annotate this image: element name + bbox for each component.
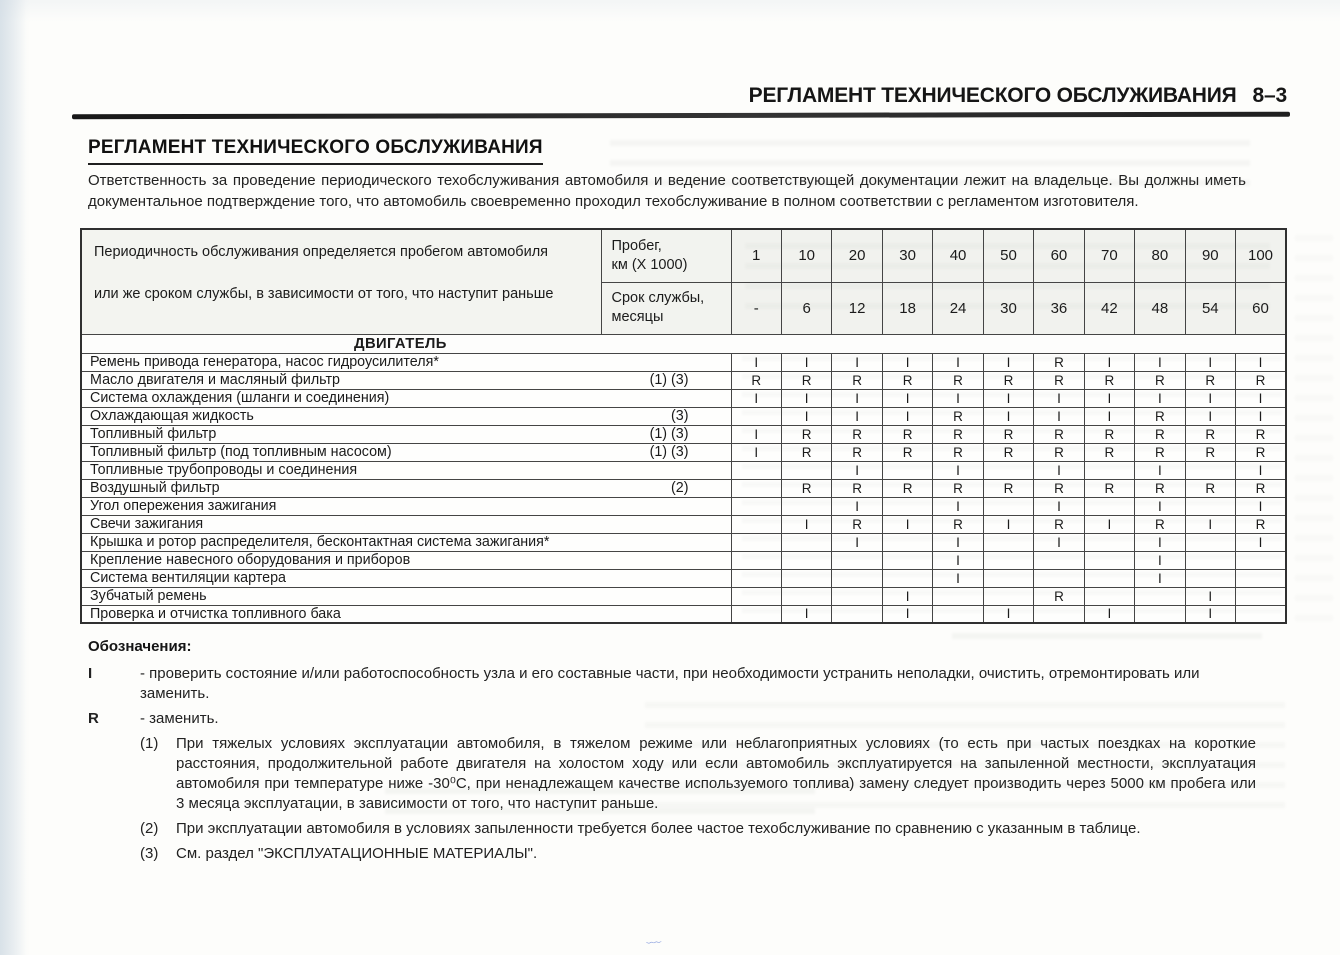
scan-bleed-artifact: [1295, 235, 1333, 625]
service-item-cell: [81, 551, 731, 569]
service-item-cell: [81, 605, 731, 623]
table-row: [81, 389, 1286, 407]
service-item-cell: [81, 479, 731, 497]
mileage-value-cell: 10: [781, 229, 831, 282]
service-mark-cell: I: [1135, 353, 1185, 371]
service-item-label: Свечи зажигания: [90, 516, 204, 532]
mileage-value-cell: 70: [1084, 229, 1134, 282]
service-mark-cell: R: [1034, 425, 1084, 443]
service-mark-cell: R: [1034, 353, 1084, 371]
intro-paragraph: Ответственность за проведение периодического техобслуживания автомобиля и ведение соответствующей документации лежит на владельце. Вы должны иметь документальное подтверждение того, что автомобиль своевременно проходил техобслуживание в полном соответствии с регламентом изготовителя.: [88, 172, 1246, 210]
service-item-label: Проверка и отчистка топливного бака: [90, 605, 341, 622]
engine-section-row: [81, 334, 1286, 353]
service-mark-cell: I: [933, 569, 983, 587]
months-value-cell: 54: [1185, 282, 1235, 334]
footnote-3: [88, 844, 1256, 864]
months-value-cell: 6: [781, 282, 831, 334]
service-item-label: Топливный фильтр: [90, 426, 217, 442]
service-mark-cell: [1236, 569, 1286, 587]
service-mark-cell: [983, 461, 1033, 479]
service-mark-cell: [882, 569, 932, 587]
service-mark-cell: [731, 479, 781, 497]
service-mark-cell: R: [1185, 425, 1235, 443]
service-mark-cell: R: [832, 443, 882, 461]
service-mark-cell: I: [1084, 605, 1134, 623]
corner-text-line2: или же сроком службы, в зависимости от того, что наступит раньше: [94, 286, 554, 302]
service-mark-cell: I: [1135, 461, 1185, 479]
service-mark-cell: [1084, 551, 1134, 569]
service-mark-cell: I: [1185, 587, 1235, 605]
service-mark-cell: I: [933, 533, 983, 551]
service-mark-cell: [781, 461, 831, 479]
service-mark-cell: R: [781, 371, 831, 389]
service-mark-cell: [882, 461, 932, 479]
months-value-cell: 36: [1034, 282, 1084, 334]
corner-text-line1: Периодичность обслуживания определяется пробегом автомобиля: [94, 244, 549, 260]
table-row: [81, 605, 1286, 623]
mileage-value-cell: 90: [1185, 229, 1235, 282]
service-item-label: Ремень привода генератора, насос гидроусилителя*: [90, 354, 439, 370]
service-mark-cell: [731, 569, 781, 587]
service-item-cell: [81, 497, 731, 515]
legend-text-r: - заменить.: [140, 710, 219, 727]
service-item-note: (1) (3): [649, 444, 689, 460]
service-item-cell: [81, 425, 731, 443]
service-mark-cell: R: [933, 425, 983, 443]
service-item-cell: [81, 461, 731, 479]
service-mark-cell: I: [1236, 461, 1286, 479]
mileage-value-cell: 1: [731, 229, 781, 282]
service-item-cell: [81, 371, 731, 389]
service-mark-cell: R: [781, 425, 831, 443]
service-item-label: Крепление навесного оборудования и приборов: [90, 552, 411, 568]
service-item-label: Крышка и ротор распределителя, бесконтактная система зажигания*: [90, 534, 550, 550]
service-mark-cell: I: [1185, 407, 1235, 425]
service-mark-cell: R: [933, 479, 983, 497]
mileage-value-cell: 20: [832, 229, 882, 282]
mileage-value-cell: 60: [1034, 229, 1084, 282]
service-mark-cell: R: [1236, 371, 1286, 389]
service-mark-cell: I: [1135, 569, 1185, 587]
service-item-note: (1) (3): [649, 426, 689, 442]
service-mark-cell: R: [1135, 479, 1185, 497]
months-label-line1: Срок службы,: [611, 290, 705, 306]
service-mark-cell: R: [1034, 515, 1084, 533]
service-item-cell: [81, 533, 731, 551]
footnote-1: [88, 734, 1256, 814]
footnote-3-marker: (3): [140, 845, 159, 862]
service-mark-cell: [731, 587, 781, 605]
service-mark-cell: R: [1236, 425, 1286, 443]
legend-symbol-r: R: [88, 710, 99, 727]
service-mark-cell: I: [882, 389, 932, 407]
service-mark-cell: R: [933, 371, 983, 389]
service-mark-cell: I: [1236, 389, 1286, 407]
service-mark-cell: [1084, 461, 1134, 479]
service-mark-cell: R: [882, 443, 932, 461]
service-mark-cell: I: [933, 353, 983, 371]
months-value-cell: 60: [1236, 282, 1286, 334]
service-mark-cell: [1084, 497, 1134, 515]
service-mark-cell: I: [1236, 497, 1286, 515]
service-mark-cell: [832, 605, 882, 623]
service-mark-cell: R: [983, 443, 1033, 461]
page-number: 8–3: [1252, 84, 1287, 107]
service-mark-cell: I: [983, 407, 1033, 425]
service-mark-cell: I: [1034, 461, 1084, 479]
service-mark-cell: [1185, 533, 1235, 551]
service-mark-cell: I: [731, 389, 781, 407]
service-mark-cell: I: [781, 515, 831, 533]
service-mark-cell: [882, 497, 932, 515]
service-mark-cell: [1135, 605, 1185, 623]
service-mark-cell: I: [1135, 533, 1185, 551]
months-value-cell: 12: [832, 282, 882, 334]
header-rule: [72, 112, 1290, 120]
service-mark-cell: R: [1185, 479, 1235, 497]
service-item-label: Топливный фильтр (под топливным насосом): [90, 444, 392, 460]
service-mark-cell: I: [882, 407, 932, 425]
section-title: РЕГЛАМЕНТ ТЕХНИЧЕСКОГО ОБСЛУЖИВАНИЯ: [88, 137, 543, 165]
running-title: РЕГЛАМЕНТ ТЕХНИЧЕСКОГО ОБСЛУЖИВАНИЯ: [748, 84, 1237, 107]
footnote-2-text: При эксплуатации автомобиля в условиях запыленности требуется более частое техобслуживание по сравнению с указанным в таблице.: [176, 820, 1141, 837]
months-label-line2: месяцы: [611, 309, 664, 325]
legend: [88, 637, 1256, 869]
service-mark-cell: R: [781, 443, 831, 461]
service-mark-cell: [1236, 605, 1286, 623]
service-mark-cell: R: [1185, 443, 1235, 461]
service-mark-cell: I: [1185, 605, 1235, 623]
mileage-value-cell: 50: [983, 229, 1033, 282]
service-mark-cell: I: [882, 605, 932, 623]
service-mark-cell: R: [983, 371, 1033, 389]
service-mark-cell: I: [832, 461, 882, 479]
service-mark-cell: I: [1034, 389, 1084, 407]
service-mark-cell: [1034, 551, 1084, 569]
service-mark-cell: R: [1135, 515, 1185, 533]
table-row: [81, 425, 1286, 443]
months-header-label: [601, 282, 731, 334]
service-mark-cell: [1236, 587, 1286, 605]
service-mark-cell: R: [832, 479, 882, 497]
service-mark-cell: I: [1185, 389, 1235, 407]
service-mark-cell: R: [1135, 443, 1185, 461]
legend-item-inspect: [88, 664, 1256, 704]
service-mark-cell: R: [1034, 479, 1084, 497]
table-row: [81, 461, 1286, 479]
service-mark-cell: I: [933, 551, 983, 569]
service-mark-cell: I: [983, 515, 1033, 533]
service-mark-cell: [781, 497, 831, 515]
service-item-cell: [81, 443, 731, 461]
table-row: [81, 587, 1286, 605]
engine-section-header: ДВИГАТЕЛЬ: [81, 334, 1286, 353]
table-corner-cell: [81, 229, 601, 334]
service-mark-cell: I: [983, 605, 1033, 623]
service-item-cell: [81, 407, 731, 425]
service-mark-cell: R: [832, 371, 882, 389]
footnote-3-text: См. раздел "ЭКСПЛУАТАЦИОННЫЕ МАТЕРИАЛЫ".: [176, 845, 538, 862]
service-mark-cell: [1185, 461, 1235, 479]
service-mark-cell: R: [933, 515, 983, 533]
service-mark-cell: I: [832, 497, 882, 515]
service-mark-cell: R: [832, 425, 882, 443]
service-mark-cell: I: [983, 389, 1033, 407]
service-mark-cell: I: [1135, 551, 1185, 569]
service-mark-cell: [781, 587, 831, 605]
service-mark-cell: [1084, 569, 1134, 587]
service-mark-cell: R: [882, 425, 932, 443]
months-value-cell: -: [731, 282, 781, 334]
service-mark-cell: R: [1084, 443, 1134, 461]
mileage-value-cell: 100: [1236, 229, 1286, 282]
service-mark-cell: I: [731, 425, 781, 443]
service-mark-cell: I: [933, 497, 983, 515]
maintenance-schedule-table: [80, 228, 1287, 624]
service-mark-cell: I: [731, 353, 781, 371]
service-mark-cell: [832, 587, 882, 605]
service-item-note: (2): [671, 480, 689, 496]
service-mark-cell: [781, 551, 831, 569]
service-mark-cell: I: [1236, 407, 1286, 425]
table-row: [81, 569, 1286, 587]
table-header-section: [81, 229, 1286, 353]
months-value-cell: 42: [1084, 282, 1134, 334]
service-mark-cell: I: [781, 389, 831, 407]
service-mark-cell: R: [933, 443, 983, 461]
service-mark-cell: R: [1034, 587, 1084, 605]
service-mark-cell: R: [1084, 479, 1134, 497]
mileage-header-label: [601, 229, 731, 282]
service-mark-cell: I: [1236, 353, 1286, 371]
service-mark-cell: I: [1034, 533, 1084, 551]
service-item-label: Охлаждающая жидкость: [90, 408, 254, 424]
service-mark-cell: I: [781, 407, 831, 425]
table-row: [81, 353, 1286, 371]
service-mark-cell: [832, 551, 882, 569]
service-mark-cell: [731, 605, 781, 623]
service-mark-cell: I: [731, 443, 781, 461]
months-value-cell: 24: [933, 282, 983, 334]
months-value-cell: 30: [983, 282, 1033, 334]
service-mark-cell: [731, 515, 781, 533]
service-mark-cell: R: [1034, 371, 1084, 389]
service-mark-cell: I: [1084, 389, 1134, 407]
mileage-value-cell: 40: [933, 229, 983, 282]
service-mark-cell: I: [832, 407, 882, 425]
service-mark-cell: [1084, 533, 1134, 551]
service-mark-cell: I: [933, 461, 983, 479]
service-mark-cell: [731, 533, 781, 551]
service-mark-cell: [933, 587, 983, 605]
service-item-label: Система вентиляции картера: [90, 570, 286, 586]
service-mark-cell: I: [1034, 497, 1084, 515]
service-mark-cell: R: [832, 515, 882, 533]
legend-text-i: - проверить состояние и/или работоспособность узла и его составные части, при необходимости устранить неполадки, очистить, отремонтировать или заменить.: [140, 665, 1200, 702]
service-mark-cell: R: [1185, 371, 1235, 389]
service-mark-cell: [1034, 569, 1084, 587]
service-mark-cell: [1135, 587, 1185, 605]
service-mark-cell: [1034, 605, 1084, 623]
legend-title: Обозначения:: [88, 638, 192, 655]
service-mark-cell: [731, 551, 781, 569]
service-item-cell: [81, 515, 731, 533]
service-mark-cell: R: [983, 479, 1033, 497]
service-mark-cell: I: [832, 353, 882, 371]
table-row: [81, 443, 1286, 461]
service-mark-cell: [781, 533, 831, 551]
service-mark-cell: R: [1236, 515, 1286, 533]
service-mark-cell: R: [882, 371, 932, 389]
footnote-1-marker: (1): [140, 735, 159, 752]
legend-symbol-i: I: [88, 665, 93, 682]
table-row: [81, 533, 1286, 551]
legend-item-replace: [88, 709, 1256, 729]
service-item-cell: [81, 353, 731, 371]
service-mark-cell: R: [781, 479, 831, 497]
service-item-label: Система охлаждения (шланги и соединения): [90, 390, 390, 406]
service-mark-cell: [1185, 497, 1235, 515]
service-mark-cell: R: [1084, 371, 1134, 389]
service-mark-cell: [983, 569, 1033, 587]
footnote-1-text: При тяжелых условиях эксплуатации автомобиля, в тяжелом режиме или неблагоприятных условиях (то есть при частых поездках на короткие расстояния, продолжительной работе двигателя на холостом ходу или если автомобиль эксплуатируется на запыленной местности, эксплуатация автомобиля при температуре ниже -30⁰С, при ненадлежащем качестве используемого топлива) замену следует производить через 5000 км пробега или 3 месяца эксплуатации, в зависимости от того, что наступит раньше.: [176, 735, 1256, 812]
footnote-2-marker: (2): [140, 820, 159, 837]
service-mark-cell: [1185, 569, 1235, 587]
service-mark-cell: [731, 497, 781, 515]
table-row: [81, 371, 1286, 389]
service-mark-cell: R: [1135, 371, 1185, 389]
service-item-label: Масло двигателя и масляный фильтр: [90, 372, 340, 388]
table-row: [81, 551, 1286, 569]
months-value-cell: 18: [882, 282, 932, 334]
service-mark-cell: [781, 569, 831, 587]
service-mark-cell: I: [1185, 353, 1235, 371]
mileage-values-row: [81, 229, 1286, 282]
service-mark-cell: [731, 407, 781, 425]
mileage-value-cell: 80: [1135, 229, 1185, 282]
service-mark-cell: R: [882, 479, 932, 497]
service-item-cell: [81, 569, 731, 587]
service-mark-cell: I: [1135, 497, 1185, 515]
service-mark-cell: R: [983, 425, 1033, 443]
service-mark-cell: [882, 533, 932, 551]
service-mark-cell: I: [781, 605, 831, 623]
service-mark-cell: I: [1185, 515, 1235, 533]
service-mark-cell: [882, 551, 932, 569]
service-mark-cell: R: [933, 407, 983, 425]
service-item-cell: [81, 587, 731, 605]
table-row: [81, 479, 1286, 497]
scan-edge-shading: [0, 0, 26, 955]
service-item-note: (3): [671, 408, 689, 424]
service-mark-cell: R: [1236, 443, 1286, 461]
service-mark-cell: [933, 605, 983, 623]
service-mark-cell: I: [882, 353, 932, 371]
service-mark-cell: [1084, 587, 1134, 605]
service-mark-cell: I: [1084, 515, 1134, 533]
service-mark-cell: I: [882, 515, 932, 533]
table-row: [81, 407, 1286, 425]
table-row: [81, 497, 1286, 515]
service-mark-cell: R: [1135, 407, 1185, 425]
service-item-label: Топливные трубопроводы и соединения: [90, 462, 358, 478]
service-item-cell: [81, 389, 731, 407]
service-mark-cell: [1236, 551, 1286, 569]
mileage-label-line2: км (X 1000): [611, 256, 688, 273]
service-mark-cell: I: [1236, 533, 1286, 551]
service-item-label: Зубчатый ремень: [90, 588, 207, 604]
service-mark-cell: I: [1084, 353, 1134, 371]
service-mark-cell: [832, 569, 882, 587]
service-mark-cell: I: [832, 533, 882, 551]
table-row: [81, 515, 1286, 533]
service-mark-cell: R: [731, 371, 781, 389]
service-mark-cell: [983, 587, 1033, 605]
service-mark-cell: I: [1034, 407, 1084, 425]
running-header: [75, 84, 1287, 108]
service-mark-cell: I: [832, 389, 882, 407]
service-mark-cell: [983, 497, 1033, 515]
service-mark-cell: [983, 533, 1033, 551]
service-mark-cell: I: [1135, 389, 1185, 407]
service-mark-cell: I: [882, 587, 932, 605]
service-mark-cell: [731, 461, 781, 479]
service-table-body: [81, 353, 1286, 623]
footnote-2: [88, 819, 1256, 839]
service-mark-cell: R: [1084, 425, 1134, 443]
service-mark-cell: I: [933, 389, 983, 407]
service-item-label: Угол опережения зажигания: [90, 498, 277, 514]
service-mark-cell: I: [781, 353, 831, 371]
pen-squiggle-mark: ﹏: [645, 928, 662, 947]
mileage-label-line1: Пробег,: [611, 237, 662, 254]
service-item-note: (1) (3): [649, 372, 689, 388]
service-mark-cell: R: [1034, 443, 1084, 461]
service-mark-cell: [983, 551, 1033, 569]
service-item-label: Воздушный фильтр: [90, 480, 220, 496]
service-mark-cell: I: [983, 353, 1033, 371]
service-mark-cell: R: [1236, 479, 1286, 497]
service-mark-cell: R: [1135, 425, 1185, 443]
months-value-cell: 48: [1135, 282, 1185, 334]
mileage-value-cell: 30: [882, 229, 932, 282]
service-mark-cell: [1185, 551, 1235, 569]
service-mark-cell: I: [1084, 407, 1134, 425]
